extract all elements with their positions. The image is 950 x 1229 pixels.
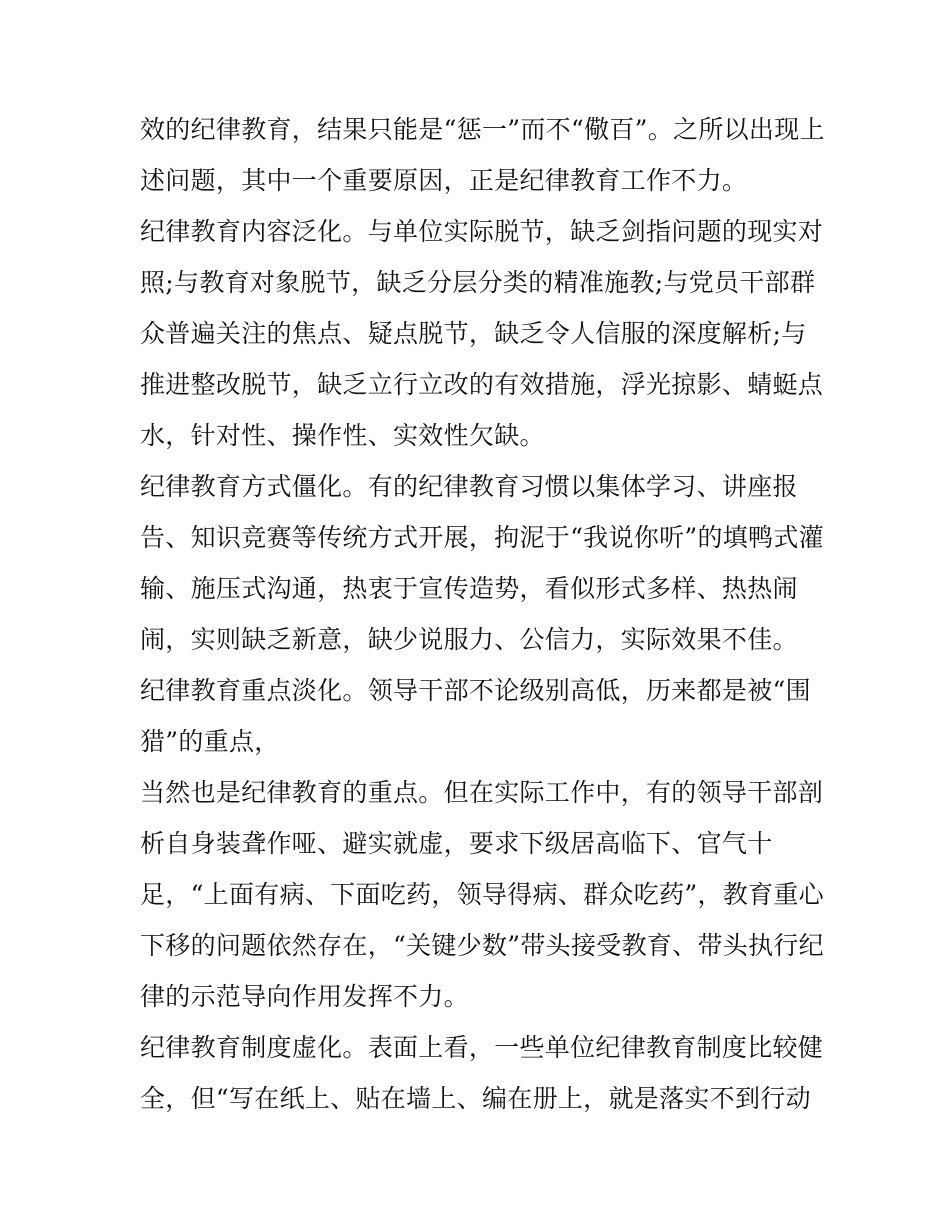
text-line: 照;与教育对象脱节，缺乏分层分类的精准施教;与党员干部群 (140, 268, 816, 297)
text-line: 猎”的重点， (140, 727, 280, 756)
text-line: 纪律教育制度虚化。表面上看，一些单位纪律教育制度比较健 (140, 1033, 824, 1062)
text-line: 推进整改脱节，缺乏立行立改的有效措施，浮光掠影、蜻蜓点 (140, 370, 824, 399)
text-line: 纪律教育内容泛化。与单位实际脱节，缺乏剑指问题的现实对 (140, 217, 824, 246)
text-line: 律的示范导向作用发挥不力。 (140, 982, 469, 1011)
text-line: 下移的问题依然存在，“关键少数”带头接受教育、带头执行纪 (140, 931, 824, 960)
text-line: 述问题，其中一个重要原因，正是纪律教育工作不力。 (140, 166, 748, 195)
text-line: 水，针对性、操作性、实效性欠缺。 (140, 421, 545, 450)
text-line: 足，“上面有病、下面吃药，领导得病、群众吃药”，教育重心 (140, 880, 824, 909)
text-line: 纪律教育方式僵化。有的纪律教育习惯以集体学习、讲座报 (140, 472, 798, 501)
text-line: 闹，实则缺乏新意，缺少说服力、公信力，实际效果不佳。 (140, 625, 798, 654)
text-line: 析自身装聋作哑、避实就虚，要求下级居高临下、官气十 (140, 829, 773, 858)
text-line: 输、施压式沟通，热衷于宣传造势，看似形式多样、热热闹 (140, 574, 798, 603)
text-line: 全，但“写在纸上、贴在墙上、编在册上，就是落实不到行动 (140, 1084, 811, 1113)
text-line: 效的纪律教育，结果只能是“惩一”而不“儆百”。之所以出现上 (140, 115, 825, 144)
text-line: 当然也是纪律教育的重点。但在实际工作中，有的领导干部剖 (140, 778, 824, 807)
text-line: 纪律教育重点淡化。领导干部不论级别高低，历来都是被“围 (140, 676, 811, 705)
text-line: 告、知识竞赛等传统方式开展，拘泥于“我说你听”的填鸭式灌 (140, 523, 824, 552)
text-line: 众普遍关注的焦点、疑点脱节，缺乏令人信服的深度解析;与 (140, 319, 807, 348)
